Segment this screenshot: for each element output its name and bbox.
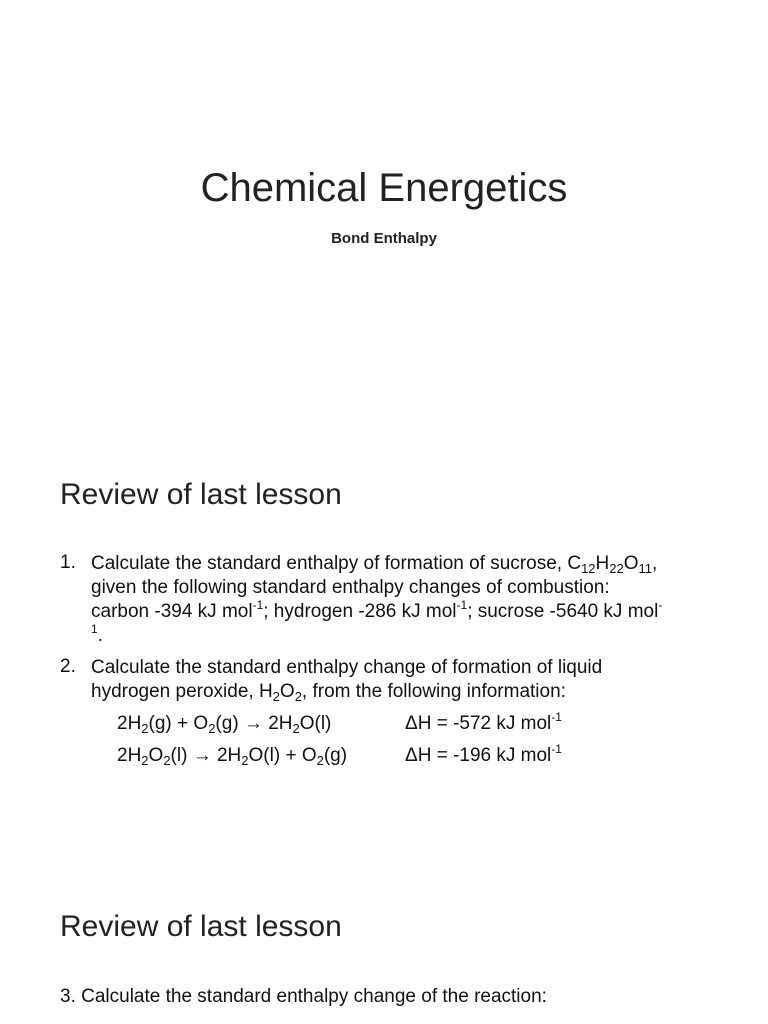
section-heading: Review of last lesson — [60, 910, 342, 943]
question-3-text: 3. Calculate the standard enthalpy change of the reaction: — [60, 986, 547, 1007]
question-number: 1. — [60, 552, 76, 573]
equation-1-enthalpy: ΔH = -572 kJ mol$^{-1}$ — [405, 710, 562, 734]
equation-2: $2H_2O_2(l) \to 2H_2O(l) + O_2(g)$ — [117, 745, 348, 768]
question-1-line-4: $^1$. — [91, 622, 103, 646]
question-2-line-1: Calculate the standard enthalpy change of formation of liquid — [91, 657, 603, 678]
question-number: 2. — [60, 656, 76, 677]
question-1-line-3: carbon -394 kJ mol$^{-1}$; hydrogen -286 kJ mol$^{-1}$; sucrose -5640 kJ mol- — [91, 598, 663, 622]
question-2-line-2: hydrogen peroxide, $H_2O_2$, from the following information: — [91, 681, 566, 704]
question-1-text — [91, 552, 662, 648]
slide-subtitle: Bond Enthalpy — [331, 230, 437, 247]
equation-2-enthalpy: ΔH = -196 kJ mol$^{-1}$ — [405, 742, 562, 766]
question-1-line-1: Calculate the standard enthalpy of formation of sucrose, $C_{12}H_{22}O_{11}$, — [91, 553, 658, 576]
question-2-text — [91, 656, 602, 704]
question-1-line-2: given the following standard enthalpy changes of combustion: — [91, 577, 610, 598]
slide-title: Chemical Energetics — [200, 166, 568, 210]
equation-1: $2H_2(g) + O_2(g) \to 2H_2O(l)$ — [117, 713, 332, 736]
section-heading: Review of last lesson — [60, 478, 342, 511]
